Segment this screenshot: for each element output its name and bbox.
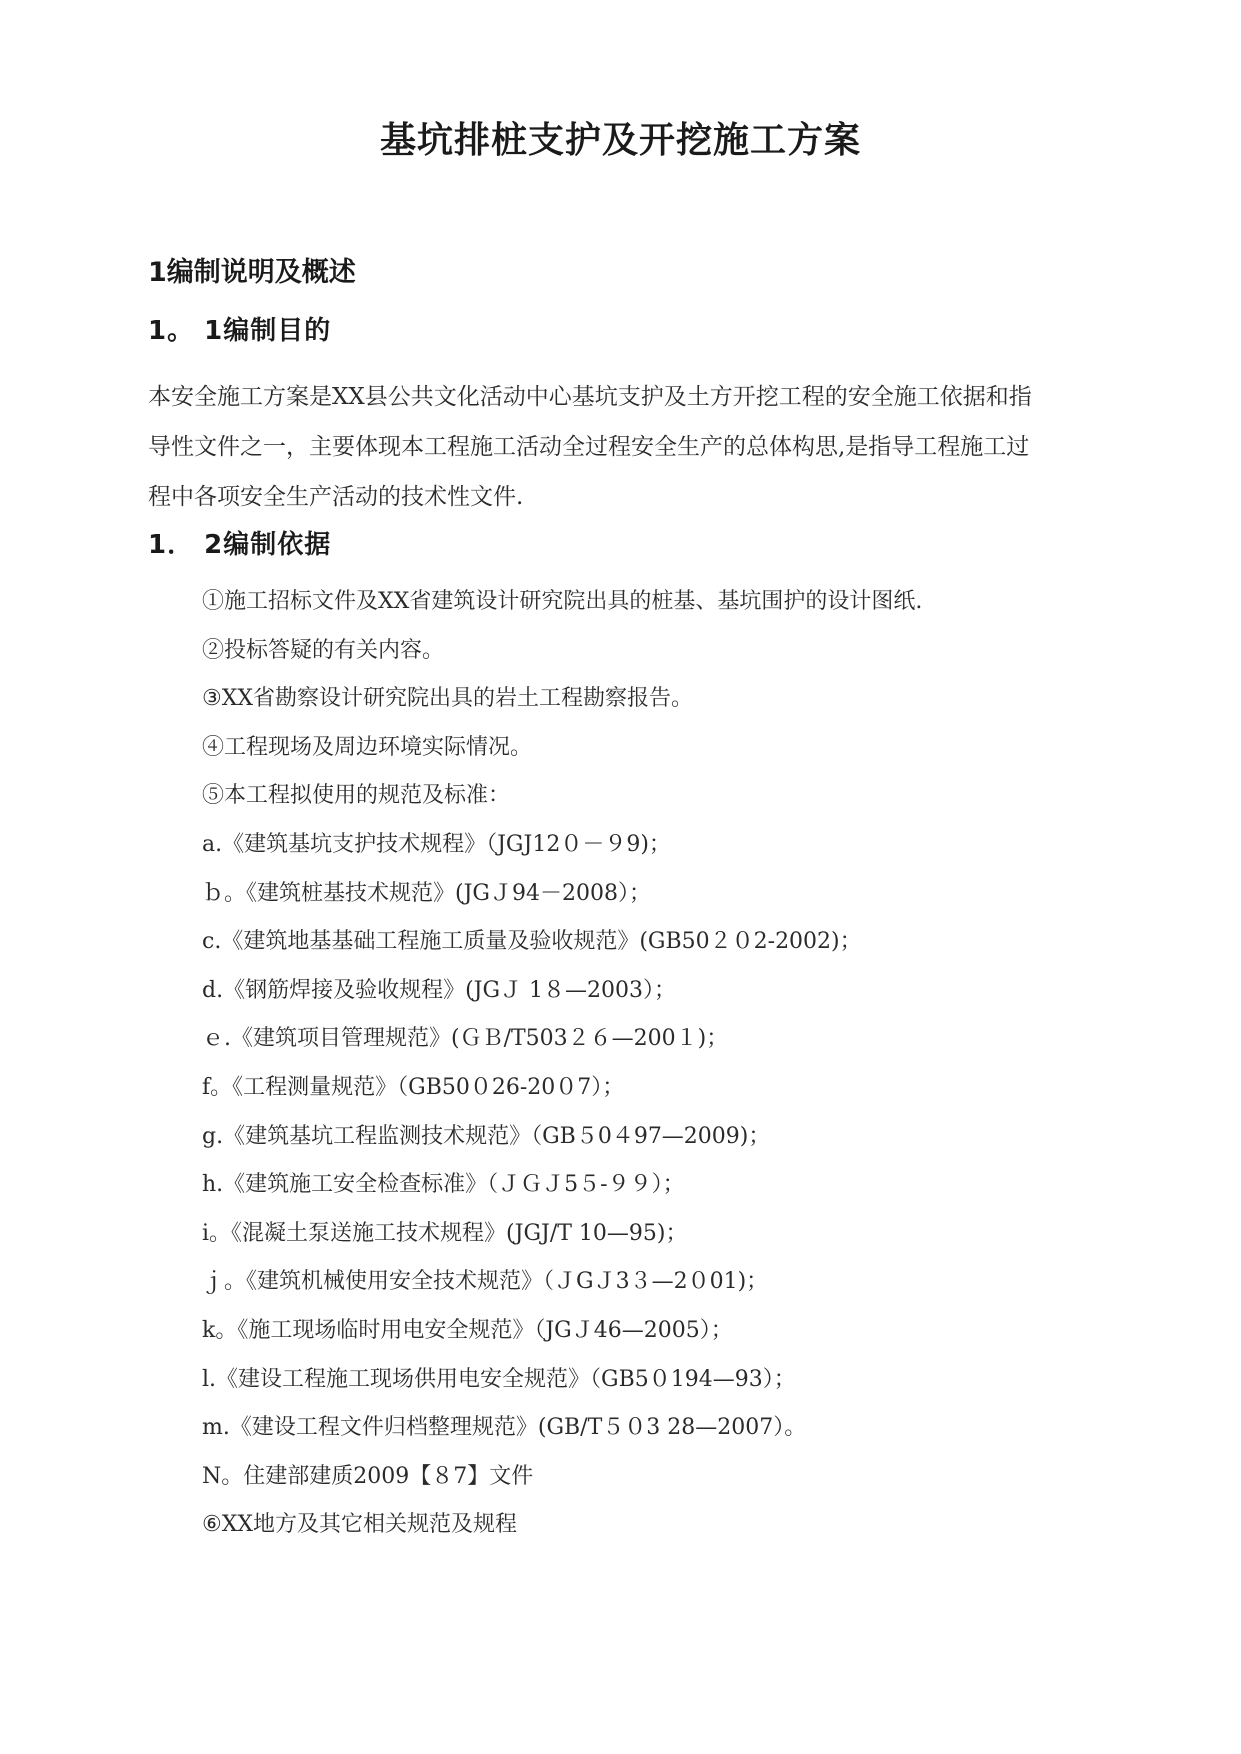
section-heading-1-2: 1． 2编制依据 <box>148 530 332 560</box>
list-item: k。《施工现场临时用电安全规范》（JGＪ46—2005）； <box>202 1317 733 1343</box>
purpose-paragraph <box>148 372 1108 522</box>
list-item: i。《混凝土泵送施工技术规程》(JGJ/T 10—95)； <box>202 1220 688 1246</box>
list-item: d.《钢筋焊接及验收规程》(JGＪ 1８—2003）； <box>202 977 677 1003</box>
paragraph-line: 导性文件之一，主要体现本工程施工活动全过程安全生产的总体构思,是指导工程施工过 <box>148 434 1030 460</box>
list-item: ⑥XX地方及其它相关规范及规程 <box>202 1512 518 1538</box>
list-item: a.《建筑基坑支护技术规程》（JGJ12０－９9)； <box>202 831 671 857</box>
list-item: ④工程现场及周边环境实际情况。 <box>202 734 533 760</box>
section-heading-1: 1编制说明及概述 <box>148 257 356 288</box>
list-item: ｅ.《建筑项目管理规范》(ＧＢ/T503２６—200１)； <box>202 1026 729 1052</box>
list-item: c.《建筑地基基础工程施工质量及验收规范》(GB50２０2-2002)； <box>202 929 862 955</box>
list-item: h.《建筑施工安全检查标准》（ＪＧＪ5５-９９）； <box>202 1172 685 1198</box>
basis-list <box>202 578 1102 1550</box>
list-item: l.《建设工程施工现场供用电安全规范》（GB5０194—93）； <box>202 1366 796 1392</box>
paragraph-line: 本安全施工方案是XX县公共文化活动中心基坑支护及土方开挖工程的安全施工依据和指 <box>148 384 1032 410</box>
list-item: g.《建筑基坑工程监测技术规范》（GB５0４97—2009)； <box>202 1123 771 1149</box>
document-title: 基坑排桩支护及开挖施工方案 <box>379 119 861 161</box>
list-item: ｊ。《建筑机械使用安全技术规范》（ＪGＪ3３—2０01)； <box>202 1269 769 1295</box>
list-item: ｂ。《建筑桩基技术规范》(JGＪ94－2008）； <box>202 880 651 906</box>
list-item: ①施工招标文件及XX省建筑设计研究院出具的桩基、基坑围护的设计图纸. <box>202 589 923 614</box>
paragraph-line: 程中各项安全生产活动的技术性文件. <box>148 484 524 510</box>
list-item: ③XX省勘察设计研究院出具的岩土工程勘察报告。 <box>202 686 694 712</box>
list-item: m.《建设工程文件归档整理规范》(GB/T５０3 28—2007）。 <box>202 1415 807 1441</box>
section-heading-1-1: 1。 1编制目的 <box>148 316 332 346</box>
list-item: N。住建部建质2009【８7】文件 <box>202 1463 534 1489</box>
list-item: ⑤本工程拟使用的规范及标准： <box>202 783 511 809</box>
list-item: f。《工程测量规范》（GB50０26-20０7）； <box>202 1074 625 1100</box>
list-item: ②投标答疑的有关内容。 <box>202 637 445 663</box>
